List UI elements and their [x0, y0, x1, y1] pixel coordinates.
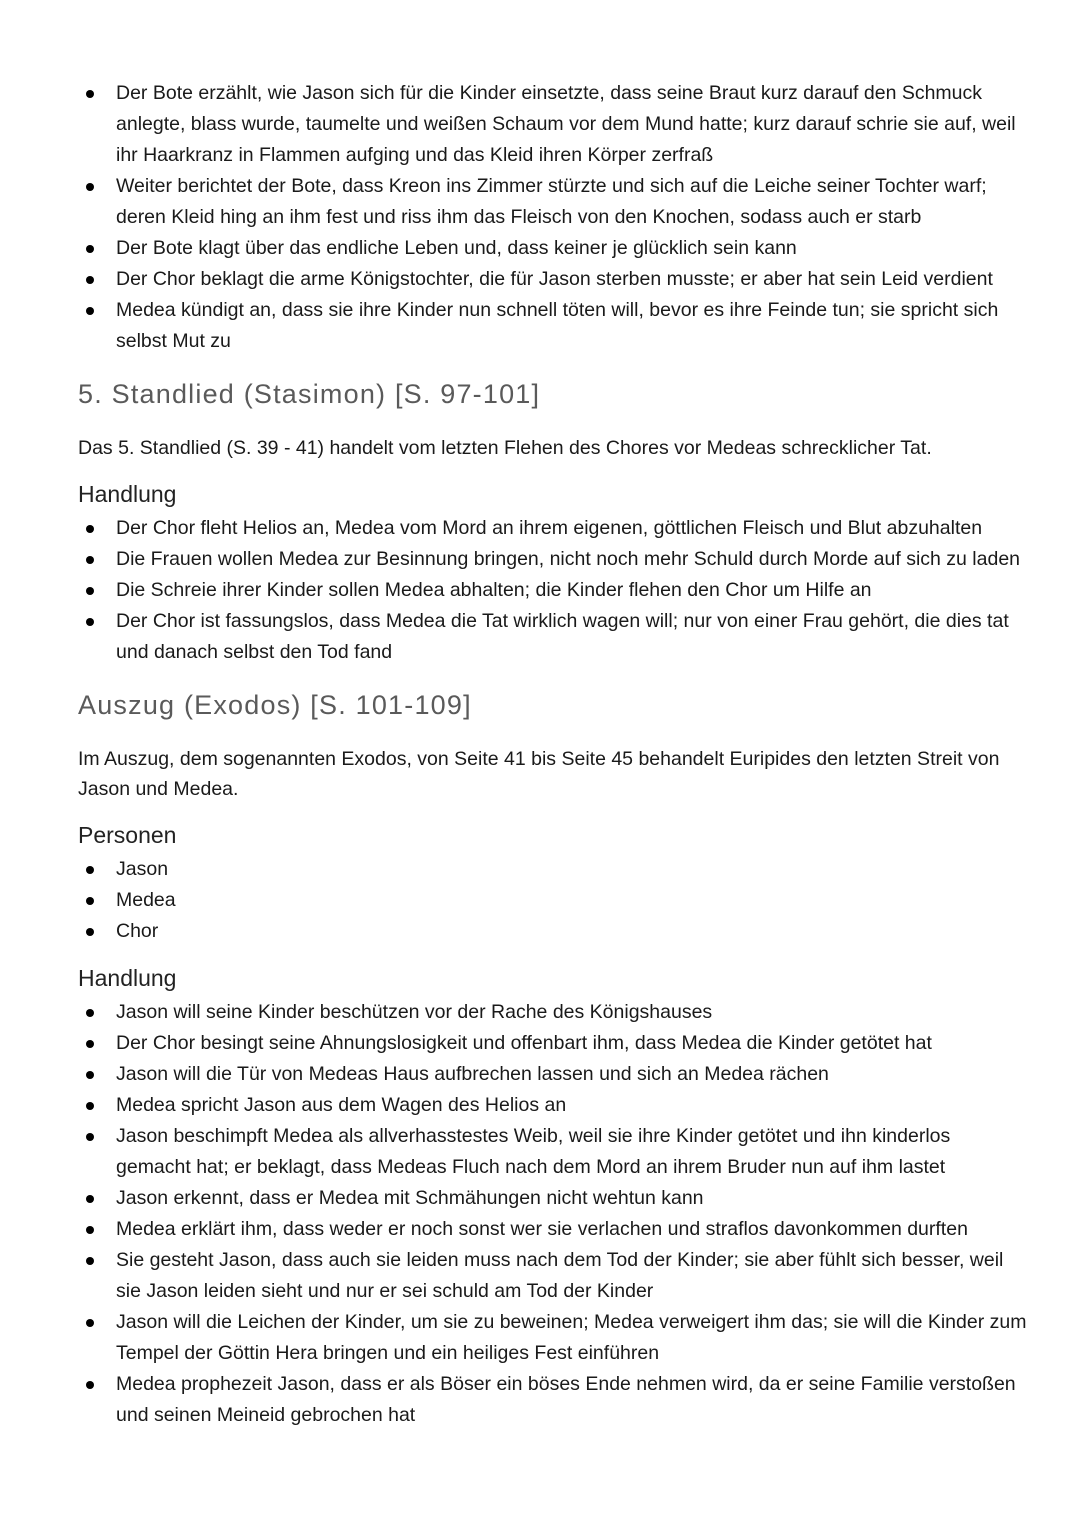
bullet-icon	[86, 1133, 94, 1141]
bullet-icon	[86, 618, 94, 626]
intro-bullet-list	[78, 78, 1028, 357]
list-item: Sie gesteht Jason, dass auch sie leiden muss nach dem Tod der Kinder; sie aber fühlt sich besser, weil sie Jason leiden sieht und nur er sei schuld am Tod der Kinder	[78, 1245, 1028, 1307]
bullet-icon	[86, 1381, 94, 1389]
list-item: Weiter berichtet der Bote, dass Kreon ins Zimmer stürzte und sich auf die Leiche seiner Tochter warf; deren Kleid hing an ihm fest und riss ihm das Fleisch von den Knochen, sodass auch er starb	[78, 171, 1028, 233]
exodos-personen-list	[78, 854, 1028, 947]
bullet-icon	[86, 587, 94, 595]
list-item: Der Bote klagt über das endliche Leben und, dass keiner je glücklich sein kann	[78, 233, 1028, 264]
exodos-handlung-heading: Handlung	[78, 965, 177, 991]
bullet-icon	[86, 866, 94, 874]
bullet-icon	[86, 1319, 94, 1327]
list-item: Chor	[78, 916, 1028, 947]
stasimon-handlung-heading: Handlung	[78, 481, 177, 507]
list-item: Jason erkennt, dass er Medea mit Schmähungen nicht wehtun kann	[78, 1183, 1028, 1214]
list-item: Der Chor ist fassungslos, dass Medea die Tat wirklich wagen will; nur von einer Frau gehört, die dies tat und danach selbst den Tod fand	[78, 606, 1028, 668]
list-item: Medea prophezeit Jason, dass er als Böser ein böses Ende nehmen wird, da er seine Familie verstoßen und seinen Meineid gebrochen hat	[78, 1369, 1028, 1431]
list-item: Jason	[78, 854, 1028, 885]
list-item: Der Chor besingt seine Ahnungslosigkeit und offenbart ihm, dass Medea die Kinder getötet hat	[78, 1028, 1028, 1059]
bullet-icon	[86, 183, 94, 191]
bullet-icon	[86, 1257, 94, 1265]
stasimon-intro: Das 5. Standlied (S. 39 - 41) handelt vom letzten Flehen des Chores vor Medeas schrecklicher Tat.	[78, 437, 932, 459]
list-item: Die Schreie ihrer Kinder sollen Medea abhalten; die Kinder flehen den Chor um Hilfe an	[78, 575, 1028, 606]
list-item: Jason will die Tür von Medeas Haus aufbrechen lassen und sich an Medea rächen	[78, 1059, 1028, 1090]
list-item: Der Chor fleht Helios an, Medea vom Mord an ihrem eigenen, göttlichen Fleisch und Blut abzuhalten	[78, 513, 1028, 544]
bullet-icon	[86, 525, 94, 533]
bullet-icon	[86, 556, 94, 564]
exodos-handlung-list	[78, 997, 1028, 1431]
bullet-icon	[86, 276, 94, 284]
list-item: Medea erklärt ihm, dass weder er noch sonst wer sie verlachen und straflos davonkommen durften	[78, 1214, 1028, 1245]
exodos-intro: Im Auszug, dem sogenannten Exodos, von Seite 41 bis Seite 45 behandelt Euripides den letzten Streit von Jason und Medea.	[78, 748, 1000, 800]
bullet-icon	[86, 1226, 94, 1234]
bullet-icon	[86, 1009, 94, 1017]
bullet-icon	[86, 1195, 94, 1203]
list-item: Jason beschimpft Medea als allverhasstestes Weib, weil sie ihre Kinder getötet und ihn kinderlos gemacht hat; er beklagt, dass Medeas Fluch nach dem Mord an ihrem Bruder nun auf ihm lastet	[78, 1121, 1028, 1183]
bullet-icon	[86, 1040, 94, 1048]
bullet-icon	[86, 90, 94, 98]
list-item: Der Bote erzählt, wie Jason sich für die Kinder einsetzte, dass seine Braut kurz darauf den Schmuck anlegte, blass wurde, taumelte und weißen Schaum vor dem Mund hatte; kurz darauf schrie sie auf, weil ihr Haarkranz in Flammen aufging und das Kleid ihren Körper zerfraß	[78, 78, 1028, 171]
list-item: Medea	[78, 885, 1028, 916]
stasimon-heading: 5. Standlied (Stasimon) [S. 97-101]	[78, 379, 541, 409]
list-item: Medea spricht Jason aus dem Wagen des Helios an	[78, 1090, 1028, 1121]
bullet-icon	[86, 928, 94, 936]
list-item: Jason will seine Kinder beschützen vor der Rache des Königshauses	[78, 997, 1028, 1028]
list-item: Die Frauen wollen Medea zur Besinnung bringen, nicht noch mehr Schuld durch Morde auf sich zu laden	[78, 544, 1028, 575]
bullet-icon	[86, 897, 94, 905]
exodos-personen-heading: Personen	[78, 822, 177, 848]
list-item: Jason will die Leichen der Kinder, um sie zu beweinen; Medea verweigert ihm das; sie will die Kinder zum Tempel der Göttin Hera bringen und ein heiliges Fest einführen	[78, 1307, 1028, 1369]
list-item: Der Chor beklagt die arme Königstochter, die für Jason sterben musste; er aber hat sein Leid verdient	[78, 264, 1028, 295]
bullet-icon	[86, 245, 94, 253]
list-item: Medea kündigt an, dass sie ihre Kinder nun schnell töten will, bevor es ihre Feinde tun; sie spricht sich selbst Mut zu	[78, 295, 1028, 357]
stasimon-handlung-list	[78, 513, 1028, 668]
bullet-icon	[86, 307, 94, 315]
bullet-icon	[86, 1071, 94, 1079]
bullet-icon	[86, 1102, 94, 1110]
exodos-heading: Auszug (Exodos) [S. 101-109]	[78, 690, 472, 720]
